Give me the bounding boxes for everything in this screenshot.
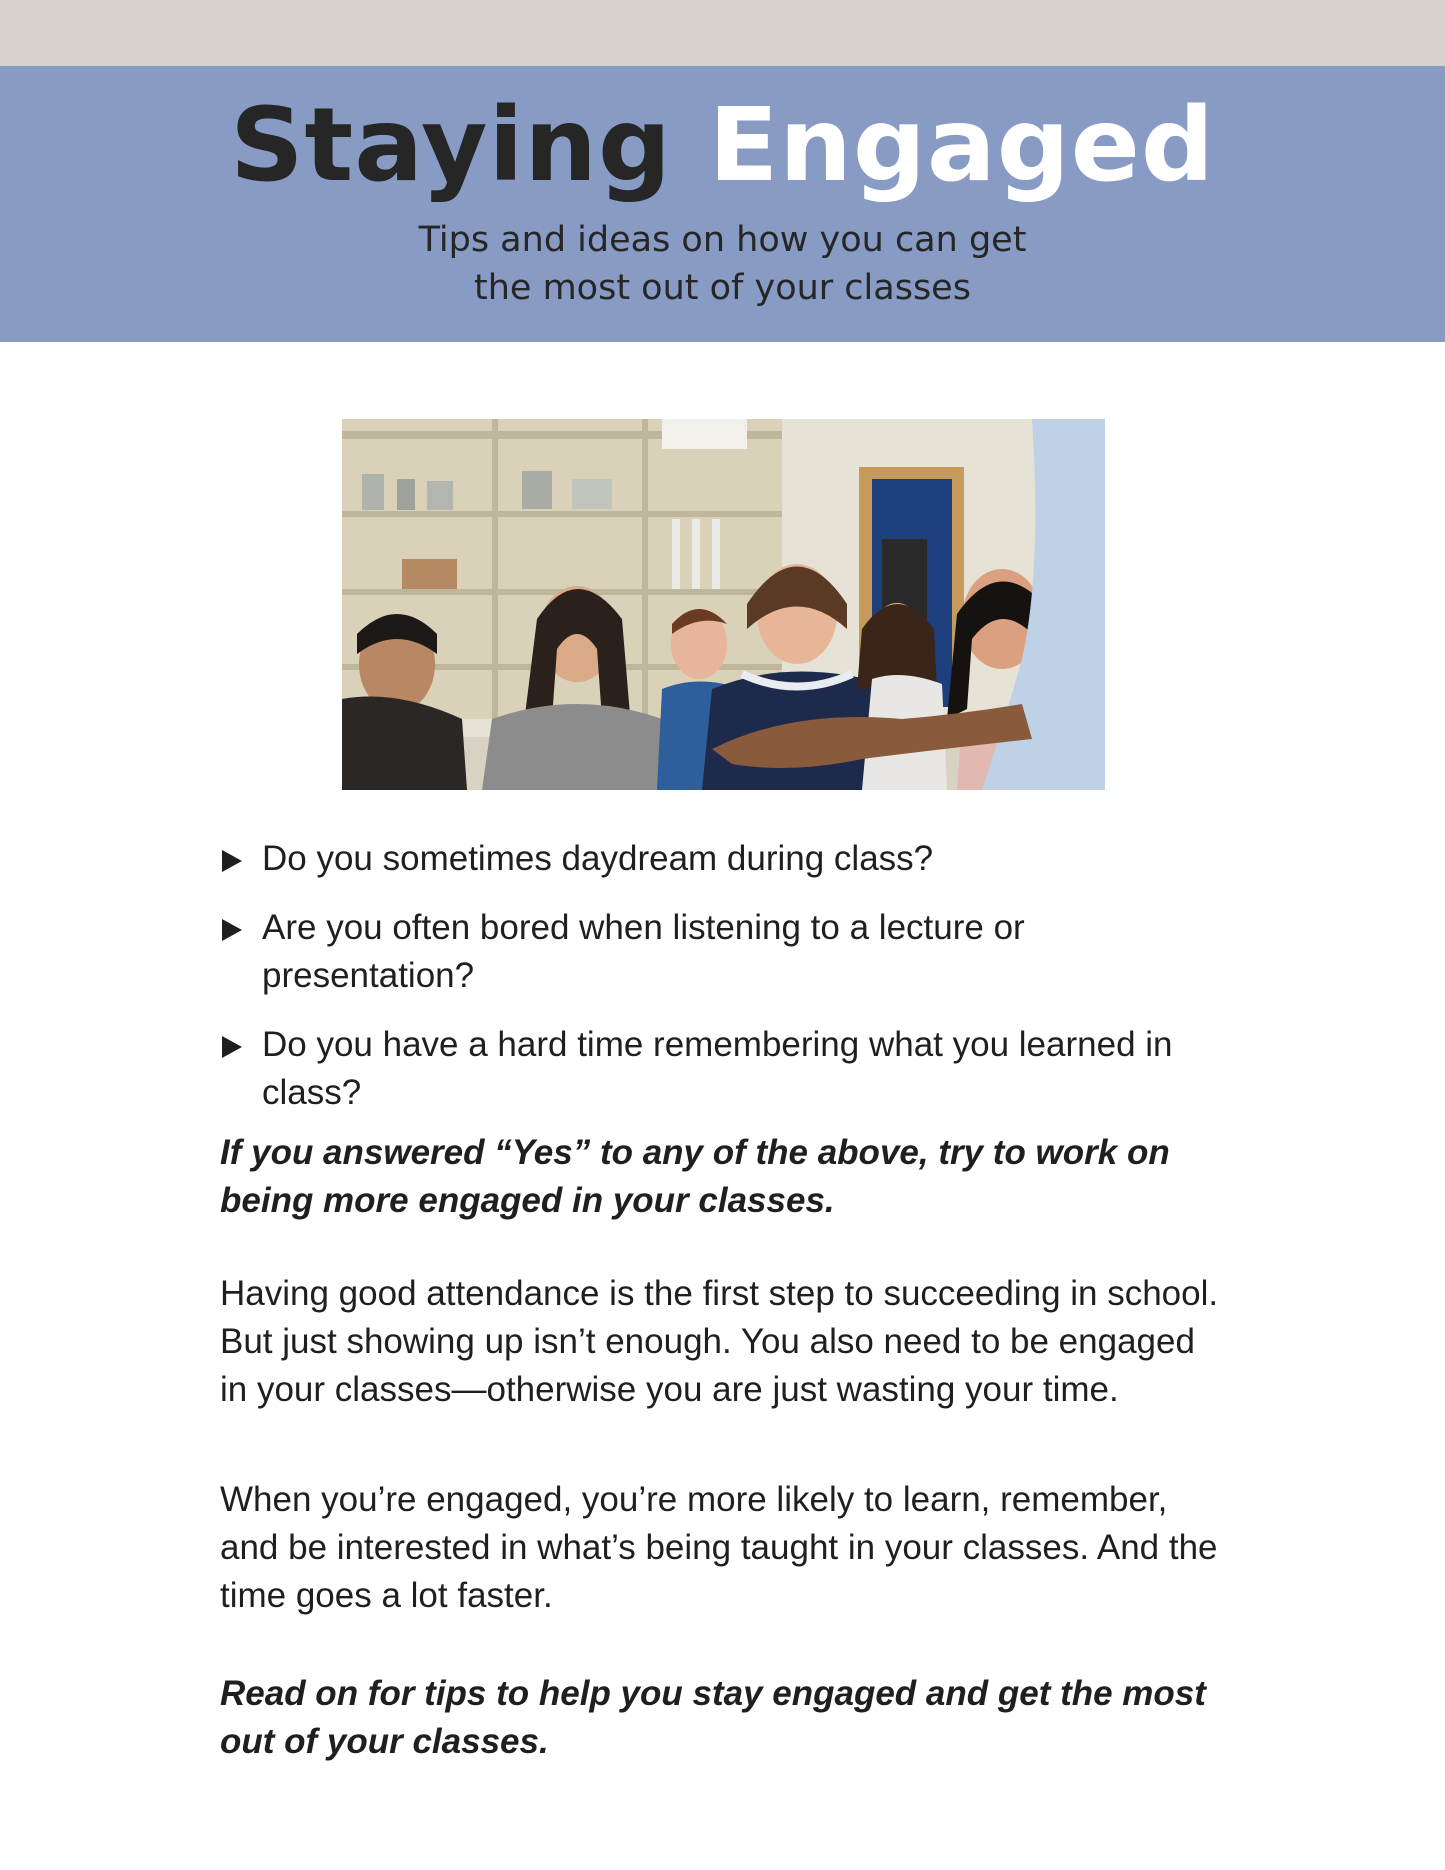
page-title <box>0 86 1445 206</box>
triangle-bullet-icon <box>222 850 242 872</box>
title-word-engaged: Engaged <box>708 86 1215 205</box>
page-subtitle <box>0 216 1445 312</box>
triangle-bullet-icon <box>222 919 242 941</box>
question-text: Do you have a hard time remembering what you learned in class? <box>262 1025 1173 1112</box>
top-strip <box>0 0 1445 66</box>
question-list <box>220 835 1230 1138</box>
paragraph-engaged: When you’re engaged, you’re more likely to learn, remember, and be interested in what’s being taught in your classes. And the time goes a lot faster. <box>220 1480 1218 1615</box>
callout-yes: If you answered “Yes” to any of the above, try to work on being more engaged in your classes. <box>220 1133 1170 1220</box>
list-item <box>220 904 1230 1000</box>
callout-read-on: Read on for tips to help you stay engaged and get the most out of your classes. <box>220 1674 1206 1761</box>
list-item <box>220 1021 1230 1117</box>
paragraph-attendance: Having good attendance is the first step to succeeding in school. But just showing up isn’t enough. You also need to be engaged in your classes—otherwise you are just wasting your time. <box>220 1274 1219 1409</box>
classroom-students-photo <box>342 419 1105 790</box>
triangle-bullet-icon <box>222 1036 242 1058</box>
title-word-staying: Staying <box>230 86 673 205</box>
subtitle-line-1: Tips and ideas on how you can get <box>418 220 1027 260</box>
subtitle-line-2: the most out of your classes <box>474 268 971 308</box>
question-text: Are you often bored when listening to a lecture or presentation? <box>262 908 1025 995</box>
list-item <box>220 835 1230 883</box>
question-text: Do you sometimes daydream during class? <box>262 839 934 878</box>
